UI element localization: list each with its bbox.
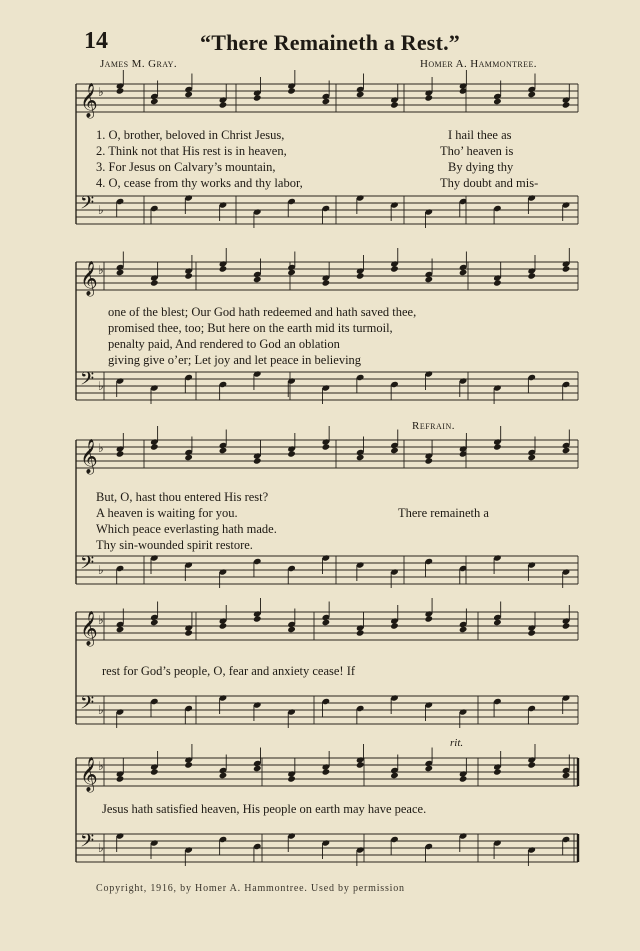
note-head <box>562 265 571 272</box>
note-head <box>424 457 433 464</box>
note-head <box>527 761 536 768</box>
note-head <box>184 629 193 636</box>
note-head <box>219 265 228 272</box>
note-head <box>527 629 536 636</box>
bass-clef-icon: 𝄢 <box>80 193 95 218</box>
hymn-page: 14 “There Remaineth a Rest.” James M. Gray. Homer A. Hammontree. 𝄞 ♭ 𝄢 ♭ 𝄞 ♭ 𝄢 ♭ 𝄞 ♭ 𝄢 ♭ 𝄞 ♭ 𝄢 ♭ 𝄞 ♭ 𝄢 ♭ 1. O, brother, beloved in Christ Jesus, I hail thee as 2. Think not that His rest is in heaven, Tho’ heaven is 3. For Jesus on Calvary’s mountain, By dying thy 4. O, cease from thy works and thy labor, Thy doubt and mis- one of the blest; Our God hath redeemed and hath saved thee, promised thee, too; But here on the earth mid its turmoil, penalty paid, And rendered to God an oblation giving give o’er; Let joy and let peace in believing Refrain. But, O, hast thou entered His rest? A heaven is waiting for you. There remaineth a Which peace everlasting hath made. Thy sin-wounded spirit restore. rest for God’s people, O, fear and anxiety cease! If rit. Jesus hath satisfied heaven, His people on earth may have peace. Copyright, 1916, by Homer A. Hammontree. Used by permission <box>0 0 640 951</box>
flat-icon: ♭ <box>98 563 104 577</box>
note-head <box>356 272 365 279</box>
note-head <box>493 619 502 626</box>
note-head <box>459 775 468 782</box>
note-head <box>562 101 571 108</box>
note-head <box>150 443 159 450</box>
flat-icon: ♭ <box>98 203 104 217</box>
note-head <box>116 87 125 94</box>
flat-icon: ♭ <box>98 703 104 717</box>
note-head <box>390 772 399 779</box>
note-head <box>322 279 331 286</box>
note-head <box>459 626 468 633</box>
bass-clef-icon: 𝄢 <box>80 693 95 718</box>
hymn-title: “There Remaineth a Rest.” <box>200 30 460 55</box>
flat-icon: ♭ <box>98 759 104 773</box>
flat-icon: ♭ <box>98 613 104 627</box>
note-head <box>253 765 262 772</box>
note-head <box>493 443 502 450</box>
treble-clef-icon: 𝄞 <box>80 83 98 118</box>
note-head <box>459 269 468 276</box>
note-head <box>356 454 365 461</box>
note-head <box>356 629 365 636</box>
note-head <box>287 626 296 633</box>
note-head <box>219 447 228 454</box>
note-head <box>390 447 399 454</box>
note-head <box>424 615 433 622</box>
note-head <box>150 279 159 286</box>
note-head <box>424 276 433 283</box>
note-head <box>322 98 331 105</box>
note-head <box>493 279 502 286</box>
note-head <box>287 450 296 457</box>
note-head <box>150 619 159 626</box>
composer-credit: Homer A. Hammontree. <box>420 58 537 70</box>
note-head <box>390 101 399 108</box>
flat-icon: ♭ <box>98 379 104 393</box>
note-head <box>424 765 433 772</box>
copyright-notice: Copyright, 1916, by Homer A. Hammontree. Used by permission <box>96 883 405 894</box>
flat-icon: ♭ <box>98 441 104 455</box>
treble-clef-icon: 𝄞 <box>80 261 98 296</box>
treble-clef-icon: 𝄞 <box>80 439 98 474</box>
refrain-line-1: rest for God’s people, O, fear and anxiety cease! If <box>102 664 356 678</box>
note-head <box>116 450 125 457</box>
note-head <box>562 622 571 629</box>
refrain-line-2: Jesus hath satisfied heaven, His people on earth may have peace. <box>102 802 427 816</box>
note-head <box>424 94 433 101</box>
note-head <box>219 622 228 629</box>
note-head <box>356 91 365 98</box>
note-head <box>184 272 193 279</box>
note-head <box>184 91 193 98</box>
note-head <box>356 761 365 768</box>
bass-clef-icon: 𝄢 <box>80 553 95 578</box>
note-head <box>116 626 125 633</box>
flat-icon: ♭ <box>98 841 104 855</box>
note-head <box>322 619 331 626</box>
note-head <box>150 98 159 105</box>
note-head <box>219 101 228 108</box>
verse-1-line-2: one of the blest; Our God hath redeemed and hath saved thee, <box>108 305 417 319</box>
note-head <box>287 87 296 94</box>
note-head <box>527 91 536 98</box>
note-head <box>390 622 399 629</box>
note-head <box>562 447 571 454</box>
note-head <box>253 457 262 464</box>
note-head <box>493 98 502 105</box>
note-head <box>116 269 125 276</box>
verse-4-line-2: giving give o’er; Let joy and let peace in believing <box>108 353 362 367</box>
note-head <box>493 768 502 775</box>
note-head <box>116 775 125 782</box>
flat-icon: ♭ <box>98 85 104 99</box>
bass-clef-icon: 𝄢 <box>80 369 95 394</box>
treble-clef-icon: 𝄞 <box>80 757 98 792</box>
note-head <box>184 454 193 461</box>
note-head <box>527 454 536 461</box>
verse-2-line-2: promised thee, too; But here on the earth mid its turmoil, <box>108 321 393 335</box>
note-head <box>253 615 262 622</box>
note-head <box>527 272 536 279</box>
note-head <box>287 269 296 276</box>
refrain-label: Refrain. <box>412 420 455 432</box>
note-head <box>184 761 193 768</box>
author-credit: James M. Gray. <box>100 58 177 70</box>
ritardando-mark: rit. <box>450 737 464 749</box>
hymn-number: 14 <box>84 28 108 54</box>
note-head <box>150 768 159 775</box>
treble-staff-5 <box>76 757 578 793</box>
note-head <box>322 443 331 450</box>
note-head <box>253 276 262 283</box>
note-head <box>390 265 399 272</box>
note-head <box>219 772 228 779</box>
bass-clef-icon: 𝄢 <box>80 831 95 856</box>
note-head <box>562 772 571 779</box>
flat-icon: ♭ <box>98 263 104 277</box>
treble-clef-icon: 𝄞 <box>80 611 98 646</box>
note-head <box>253 94 262 101</box>
note-head <box>322 768 331 775</box>
verse-3-line-2: penalty paid, And rendered to God an oblation <box>108 337 340 351</box>
note-head <box>287 775 296 782</box>
